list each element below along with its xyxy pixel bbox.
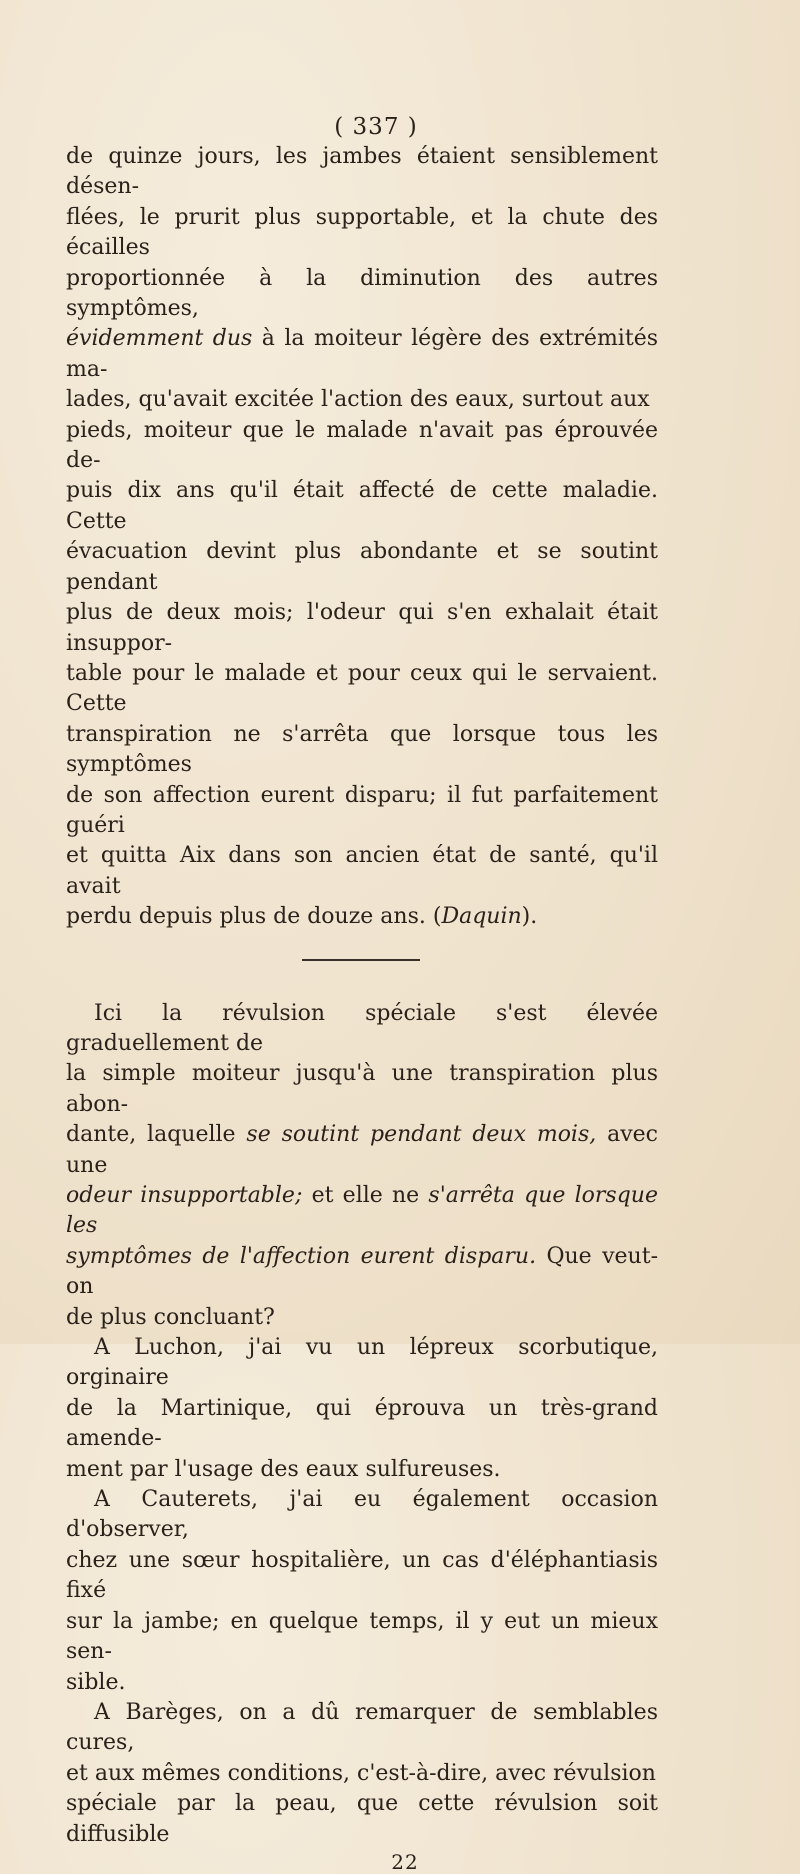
- paragraph-daquin: [66, 142, 658, 933]
- text-line: [66, 1181, 658, 1242]
- text-line: [66, 324, 658, 385]
- text-line: A Luchon, j'ai vu un lépreux scorbutique, orginaire: [66, 1335, 658, 1391]
- citation-author: Daquin: [441, 904, 522, 930]
- text-line: proportionnée à la diminution des autres symptômes,: [66, 265, 658, 322]
- text-span: Que veut-on: [66, 1243, 658, 1300]
- text-line: chez une sœur hospitalière, un cas d'éléphantiasis fixé: [66, 1547, 658, 1604]
- text-span: avec une: [66, 1122, 658, 1178]
- text-line: ment par l'usage des eaux sulfureuses.: [66, 1456, 501, 1482]
- text-line: transpiration ne s'arrêta que lorsque tous les symptômes: [66, 721, 658, 778]
- text-span: ).: [521, 904, 538, 930]
- text-line: sur la jambe; en quelque temps, il y eut un mieux sen-: [66, 1608, 658, 1665]
- text-span: perdu depuis plus de douze ans. (: [66, 904, 442, 930]
- text-line: et aux mêmes conditions, c'est-à-dire, avec révulsion: [66, 1760, 656, 1786]
- emphasis: évidemment dus: [66, 326, 253, 352]
- page-number: ( 337 ): [334, 114, 418, 140]
- commentary: [66, 999, 658, 1850]
- text-line: A Cauterets, j'ai eu également occasion d'observer,: [66, 1487, 658, 1543]
- text-line: flées, le prurit plus supportable, et la chute des écailles: [66, 204, 658, 261]
- signature-mark: 22: [391, 1849, 419, 1874]
- text-span: dante, laquelle: [66, 1122, 247, 1148]
- text-line: lades, qu'avait excitée l'action des eaux, surtout aux: [66, 387, 650, 413]
- section-divider: [302, 959, 420, 961]
- text-line: la simple moiteur jusqu'à une transpiration plus abon-: [66, 1061, 658, 1117]
- emphasis: se soutint pendant deux mois,: [246, 1122, 597, 1148]
- text-line: de son affection eurent disparu; il fut parfaitement guéri: [66, 782, 658, 838]
- text-line: évacuation devint plus abondante et se soutint pendant: [66, 539, 658, 595]
- text-line: et quitta Aix dans son ancien état de santé, qu'il avait: [66, 843, 658, 899]
- text-line: [66, 1242, 658, 1303]
- text-line: de plus concluant?: [66, 1304, 275, 1330]
- text-line: plus de deux mois; l'odeur qui s'en exhalait était insuppor-: [66, 600, 658, 656]
- emphasis: s'arrêta que lorsque les: [66, 1183, 658, 1239]
- emphasis: odeur insupportable;: [66, 1183, 303, 1208]
- text-line: pieds, moiteur que le malade n'avait pas éprouvée de-: [66, 417, 658, 474]
- text-line: A Barèges, on a dû remarquer de semblables cures,: [66, 1699, 658, 1756]
- text-line: [66, 1120, 658, 1181]
- text-line: de quinze jours, les jambes étaient sensiblement désen-: [66, 144, 658, 200]
- text-line: sible.: [66, 1669, 126, 1695]
- text-line: Ici la révulsion spéciale s'est élevée graduellement de: [66, 1000, 658, 1056]
- emphasis: symptômes de l'affection eurent disparu.: [66, 1243, 537, 1269]
- text-line: puis dix ans qu'il était affecté de cette maladie. Cette: [66, 478, 658, 534]
- text-span: à la moiteur légère des extrémités ma-: [66, 326, 658, 382]
- text-span: et elle ne: [302, 1183, 429, 1208]
- book-page: [66, 112, 658, 1874]
- text-line: [66, 902, 658, 932]
- text-line: de la Martinique, qui éprouva un très-grand amende-: [66, 1395, 658, 1452]
- text-line: table pour le malade et pour ceux qui le servaient. Cette: [66, 660, 658, 717]
- text-line: spéciale par la peau, que cette révulsion soit diffusible: [66, 1791, 658, 1847]
